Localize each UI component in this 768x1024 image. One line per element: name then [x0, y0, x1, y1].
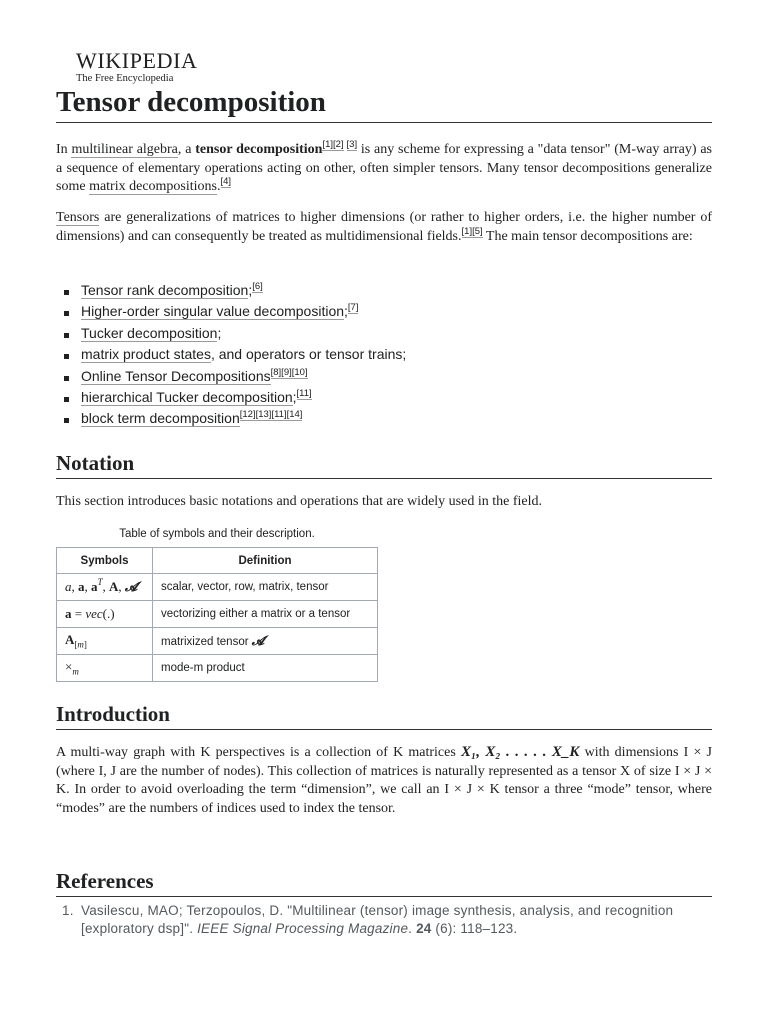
list-item: Tensor rank decomposition;[6] — [62, 280, 406, 301]
decomposition-list — [62, 280, 406, 430]
definition-cell: matrixized tensor 𝓐 — [153, 628, 378, 655]
link-tucker-decomposition[interactable]: Tucker decomposition — [81, 324, 218, 341]
citation-1[interactable]: [1] — [461, 225, 473, 237]
table-row — [57, 601, 378, 628]
symbol-cell: a = vec(.) — [57, 601, 153, 628]
logo-wordmark: WIKIPEDIA — [76, 48, 198, 73]
bold-term: tensor decomposition — [195, 142, 323, 157]
link-matrix-decompositions[interactable]: matrix decompositions — [89, 179, 217, 194]
link-tensors[interactable]: Tensors — [56, 210, 100, 225]
intro-paragraph-1: In multilinear algebra, a tensor decomposition[1][2] [3] is any scheme for expressing a "data tensor" (M-way array) as a sequence of elementary operations acting on other, often simpler tensors. Many tensor decompositions generalize some matrix decompositions.[4] — [56, 139, 712, 194]
list-item — [62, 408, 406, 429]
table-caption: Table of symbols and their description. — [119, 528, 315, 540]
section-heading-references: References — [56, 868, 712, 897]
link-hierarchical-tucker[interactable]: hierarchical Tucker decomposition — [81, 388, 293, 405]
definition-cell: mode-m product — [153, 655, 378, 682]
list-item: Tucker decomposition; — [62, 323, 406, 344]
citation[interactable]: [11] — [296, 387, 312, 399]
introduction-paragraph: A multi-way graph with K perspectives is a collection of K matrices X₁, X₂ . . . . . X_K with dimensions I × J (where I, J are the number of nodes). This collection of matrices is naturally represented as a tensor X of size I × J × K. In order to avoid overloading the term “dimension”, we call an I × J × K tensor a three “mode” tensor, where “modes” are the numbers of indices used to index the tensor. — [56, 744, 712, 816]
citation[interactable]: [8][9][10] — [270, 366, 308, 378]
link-hosvd[interactable]: Higher-order singular value decomposition — [81, 303, 345, 320]
symbol-cell: a, a, $a^T$, A, 𝓐 — [57, 574, 153, 601]
reference-item: 1. Vasilescu, MAO; Terzopoulos, D. "Multilinear (tensor) image synthesis, analysis, and recognition [exploratory dsp]". IEEE Signal Processing Magazine. 24 (6): 118–123. — [62, 903, 674, 936]
table-row — [57, 655, 378, 682]
logo-tagline: The Free Encyclopedia — [76, 73, 174, 84]
column-header-definition: Definition — [153, 548, 378, 574]
list-item — [62, 366, 406, 387]
citation-5[interactable]: [5] — [472, 225, 483, 237]
notation-intro: This section introduces basic notations and operations that are widely used in the field. — [56, 494, 542, 509]
section-heading-notation: Notation — [56, 450, 712, 479]
citation[interactable]: [12][13][11][14] — [239, 409, 303, 421]
citation-3[interactable]: [3] — [346, 139, 358, 150]
link-block-term-decomposition[interactable]: block term decomposition — [81, 410, 240, 427]
symbol-cell: $A_{[m]}$ — [57, 628, 153, 655]
definition-cell: scalar, vector, row, matrix, tensor — [153, 574, 378, 601]
volume: 24 — [416, 921, 432, 936]
table-row — [57, 574, 378, 601]
matrices-formula: X₁, X₂ . . . . . X_K — [460, 744, 580, 760]
section-heading-introduction: Introduction — [56, 701, 712, 730]
wikipedia-logo[interactable] — [76, 50, 206, 86]
list-item: Higher-order singular value decomposition;[7] — [62, 301, 406, 322]
reference-number: 1. — [62, 903, 74, 918]
link-online-tensor-decompositions[interactable]: Online Tensor Decompositions — [81, 367, 271, 384]
citation-4[interactable]: [4] — [220, 176, 232, 187]
list-item: matrix product states, and operators or tensor trains; — [62, 344, 406, 365]
symbols-table — [56, 547, 378, 682]
link-multilinear-algebra[interactable]: multilinear algebra — [71, 142, 178, 157]
list-item: hierarchical Tucker decomposition;[11] — [62, 387, 406, 408]
intro-paragraph-2: Tensors are generalizations of matrices to higher dimensions (or rather to higher orders, i.e. the higher number of dimensions) and can consequently be treated as multidimensional fields.[1][5] The main tensor decompositions are: — [56, 210, 712, 244]
link-tensor-rank-decomposition[interactable]: Tensor rank decomposition — [81, 282, 249, 298]
references-list — [62, 902, 682, 938]
tensor-symbol: 𝓐 — [251, 633, 265, 648]
journal-name[interactable]: IEEE Signal Processing Magazine — [197, 921, 409, 936]
citation[interactable]: [6] — [252, 281, 263, 292]
link-matrix-product-states[interactable]: matrix product states — [81, 346, 211, 363]
page-title: Tensor decomposition — [56, 84, 712, 123]
citation-2[interactable]: [2] — [333, 139, 344, 150]
citation-1[interactable]: [1] — [322, 139, 334, 150]
table-row — [57, 628, 378, 655]
citation[interactable]: [7] — [347, 302, 359, 314]
symbol-cell: $\times_m$ — [57, 655, 153, 682]
definition-cell: vectorizing either a matrix or a tensor — [153, 601, 378, 628]
column-header-symbols: Symbols — [57, 548, 153, 574]
